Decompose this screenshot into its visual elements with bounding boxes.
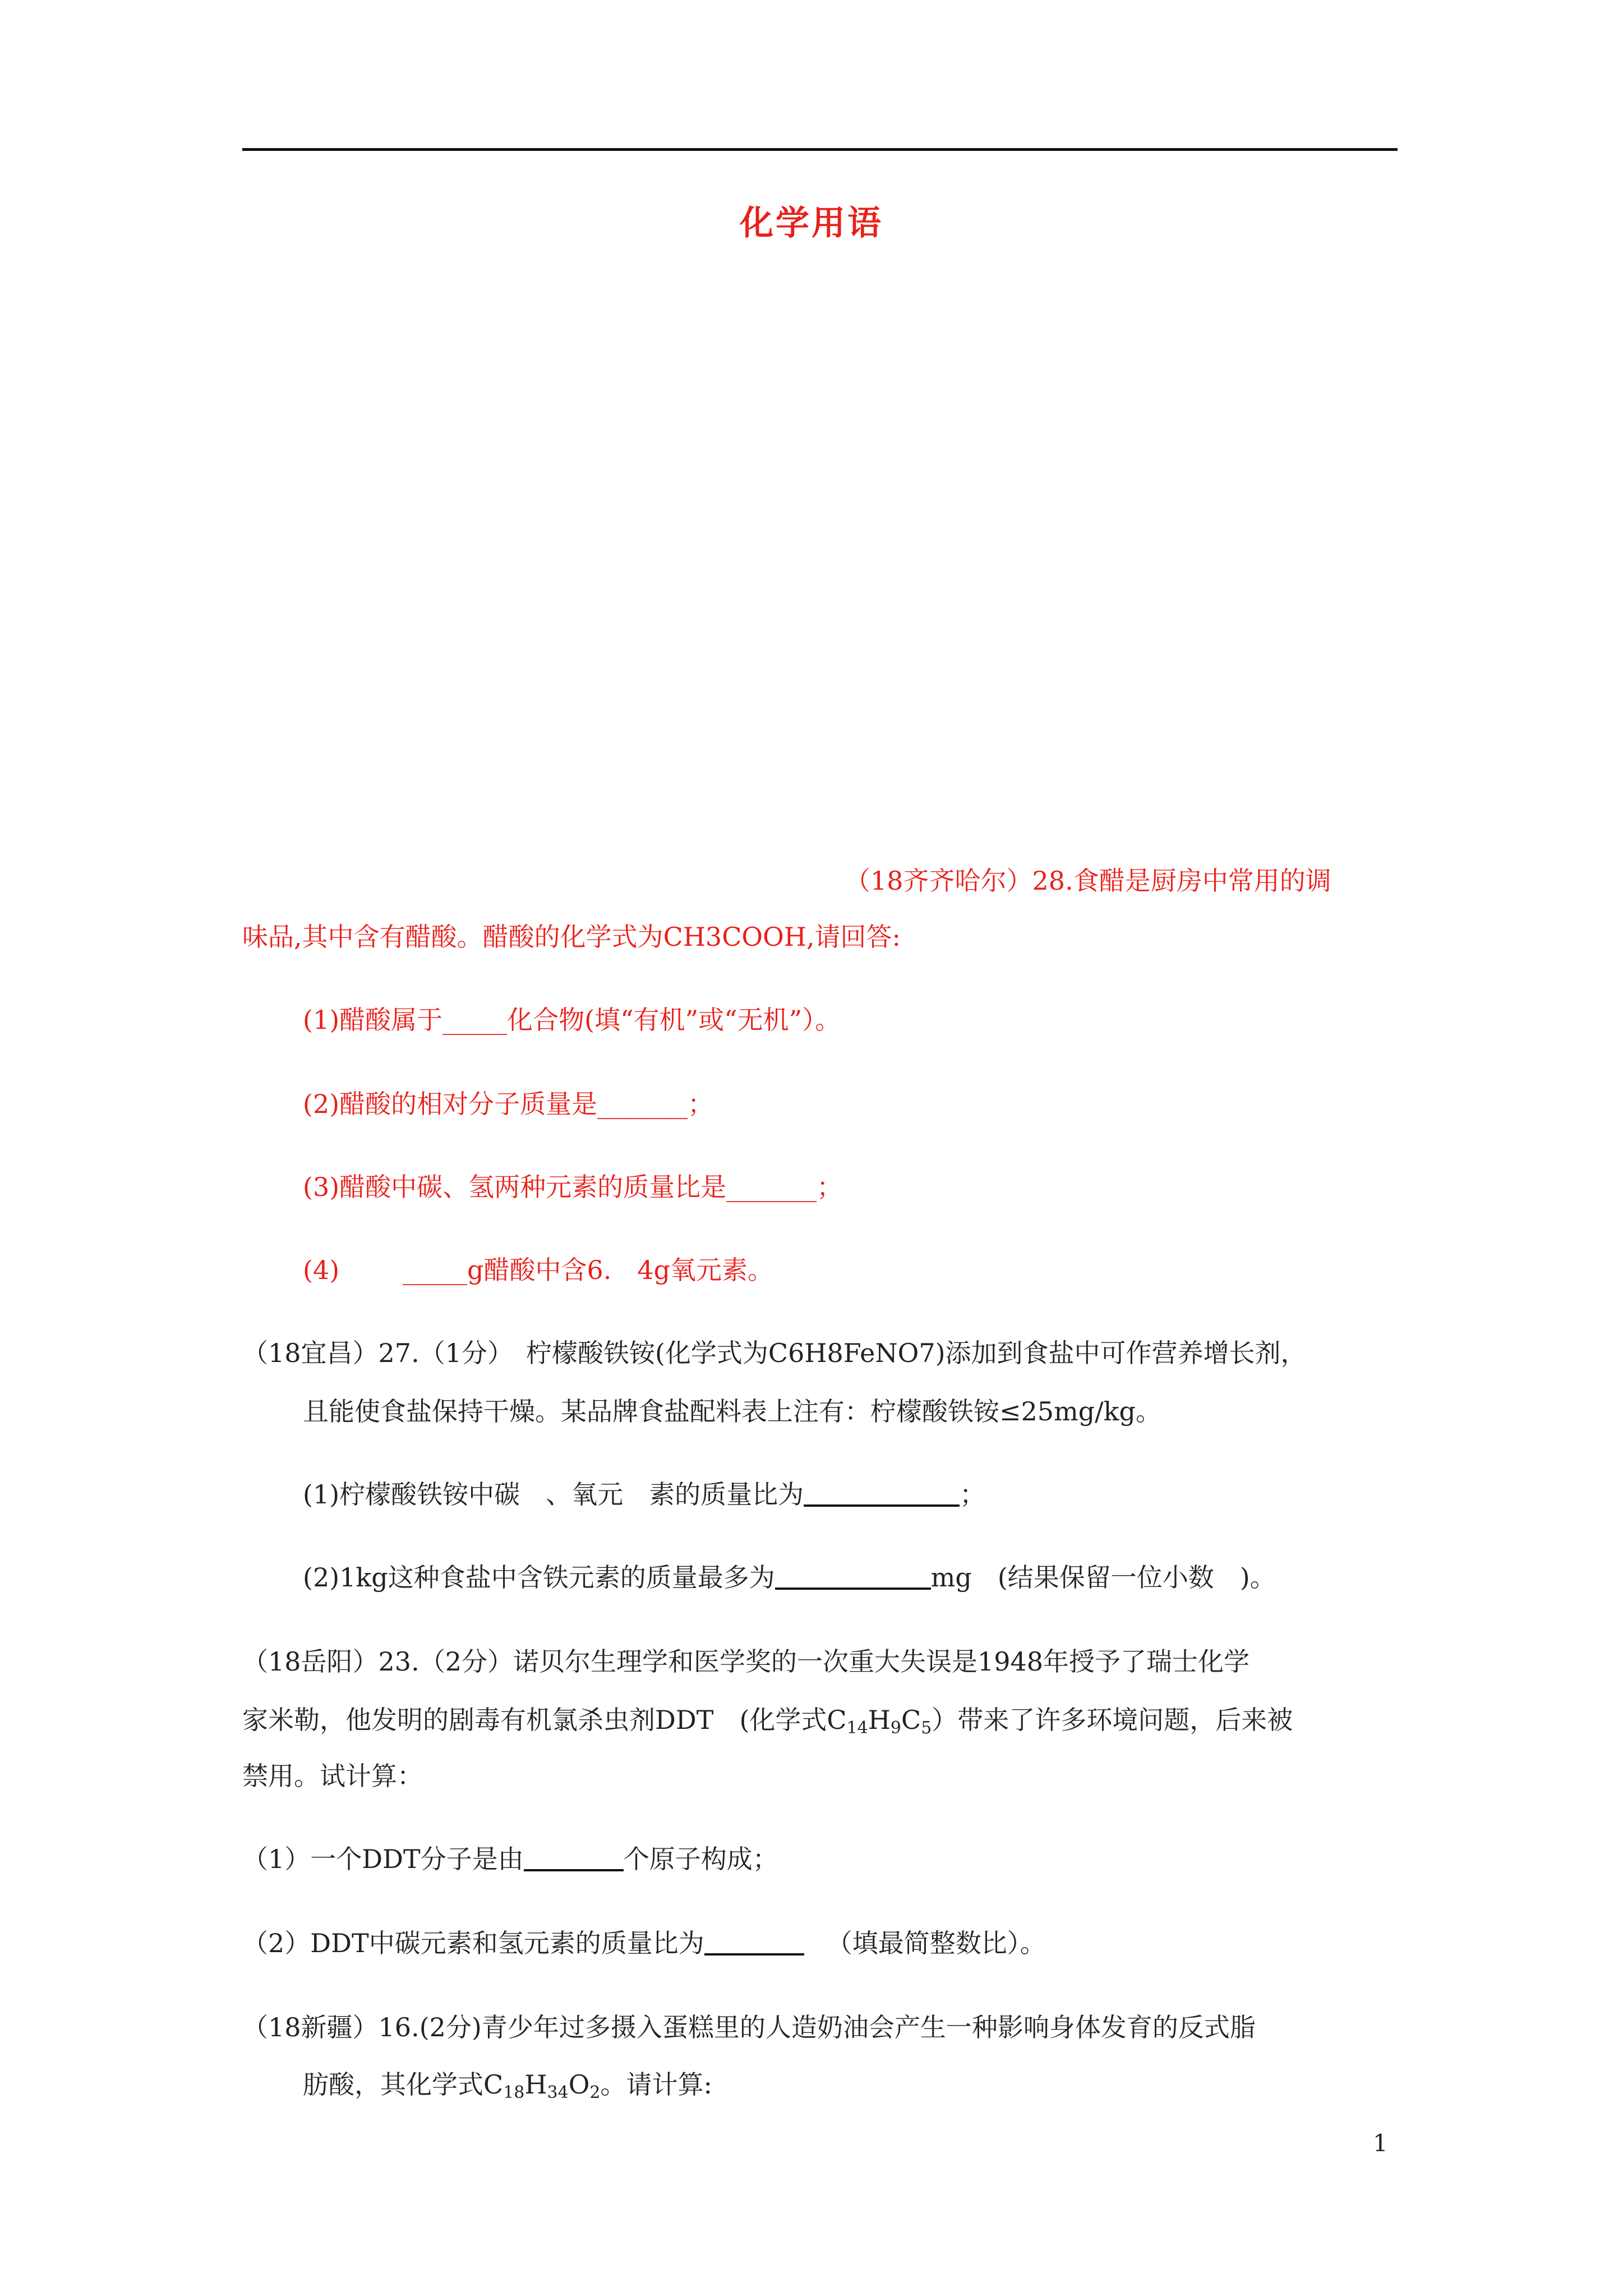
q3-intro-text-a: 家米勒，他发明的剧毒有机氯杀虫剂DDT (化学式C <box>242 1705 847 1735</box>
q1-intro-line-1: （18齐齐哈尔）28.食醋是厨房中常用的调 <box>845 866 1331 896</box>
q3-intro-text-b: ）带来了许多环境问题，后来被 <box>932 1705 1293 1735</box>
q4-intro-text-a: 肪酸，其化学式C <box>303 2069 504 2100</box>
element-symbol: C <box>901 1705 921 1735</box>
q1-part-2: (2)醋酸的相对分子质量是_______； <box>303 1089 714 1119</box>
q3-intro-line-1: （18岳阳）23.（2分）诺贝尔生理学和医学奖的一次重大失误是1948年授予了瑞士化学 <box>242 1646 1250 1677</box>
q2-part-1-text: (1)柠檬酸铁铵中碳 、氧元 素的质量比为 <box>303 1479 804 1510</box>
subscript: 5 <box>921 1718 932 1738</box>
q2-part-2-blank <box>775 1564 931 1590</box>
q3-part-1-text: （1）一个DDT分子是由 <box>242 1844 524 1874</box>
q2-intro-line-2: 且能使食盐保持干燥。某品牌食盐配料表上注有：柠檬酸铁铵≤25mg/kg。 <box>303 1396 1161 1427</box>
subscript: 34 <box>547 2083 569 2102</box>
q2-part-2-end: mg (结果保留一位小数 )。 <box>930 1562 1276 1593</box>
blank-area <box>242 359 1398 864</box>
subscript: 9 <box>890 1718 901 1738</box>
q3-part-2 <box>242 1926 1046 1960</box>
element-symbol: H <box>868 1705 891 1735</box>
q3-part-1-end: 个原子构成； <box>623 1844 778 1874</box>
page-title: 化学用语 <box>740 204 883 243</box>
q2-part-1-blank <box>804 1481 960 1507</box>
q2-intro-line-1: （18宜昌）27.（1分） 柠檬酸铁铵(化学式为C6H8FeNO7)添加到食盐中可作营养增长剂， <box>242 1338 1307 1368</box>
q3-part-2-blank <box>704 1930 804 1955</box>
page-number: 1 <box>1373 2129 1388 2157</box>
q2-part-1 <box>303 1478 985 1511</box>
q1-part-4-number: (4) <box>303 1255 340 1285</box>
subscript: 2 <box>589 2083 601 2102</box>
subscript: 14 <box>846 1718 868 1738</box>
q2-part-2 <box>303 1561 1276 1594</box>
q3-part-1-blank <box>524 1846 624 1871</box>
q1-part-4-text: _____g醋酸中含6. 4g氧元素。 <box>403 1255 774 1285</box>
q2-part-1-end: ； <box>960 1479 986 1510</box>
q3-intro-line-3: 禁用。试计算： <box>242 1761 423 1791</box>
q3-part-2-end: （填最简整数比）。 <box>826 1928 1046 1958</box>
q4-intro-line-1: （18新疆）16.(2分)青少年过多摄入蛋糕里的人造奶油会产生一种影响身体发育的反式脂 <box>242 2012 1256 2042</box>
q4-intro-text-b: 。请计算: <box>600 2069 713 2100</box>
q4-intro-line-2 <box>303 2068 712 2101</box>
q1-intro-line-2: 味品,其中含有醋酸。醋酸的化学式为CH3COOH,请回答: <box>242 922 901 952</box>
subscript: 18 <box>503 2083 525 2102</box>
element-symbol: O <box>568 2069 590 2100</box>
q3-intro-line-2 <box>242 1703 1293 1737</box>
element-symbol: H <box>524 2069 547 2100</box>
q2-part-2-text: (2)1kg这种食盐中含铁元素的质量最多为 <box>303 1562 775 1593</box>
q1-part-3: (3)醋酸中碳、氢两种元素的质量比是_______； <box>303 1172 843 1202</box>
q3-part-1 <box>242 1842 778 1876</box>
header-rule <box>242 148 1398 151</box>
q1-part-1: (1)醋酸属于_____化合物(填“有机”或“无机”）。 <box>303 1005 841 1035</box>
q3-part-2-text: （2）DDT中碳元素和氢元素的质量比为 <box>242 1928 704 1958</box>
